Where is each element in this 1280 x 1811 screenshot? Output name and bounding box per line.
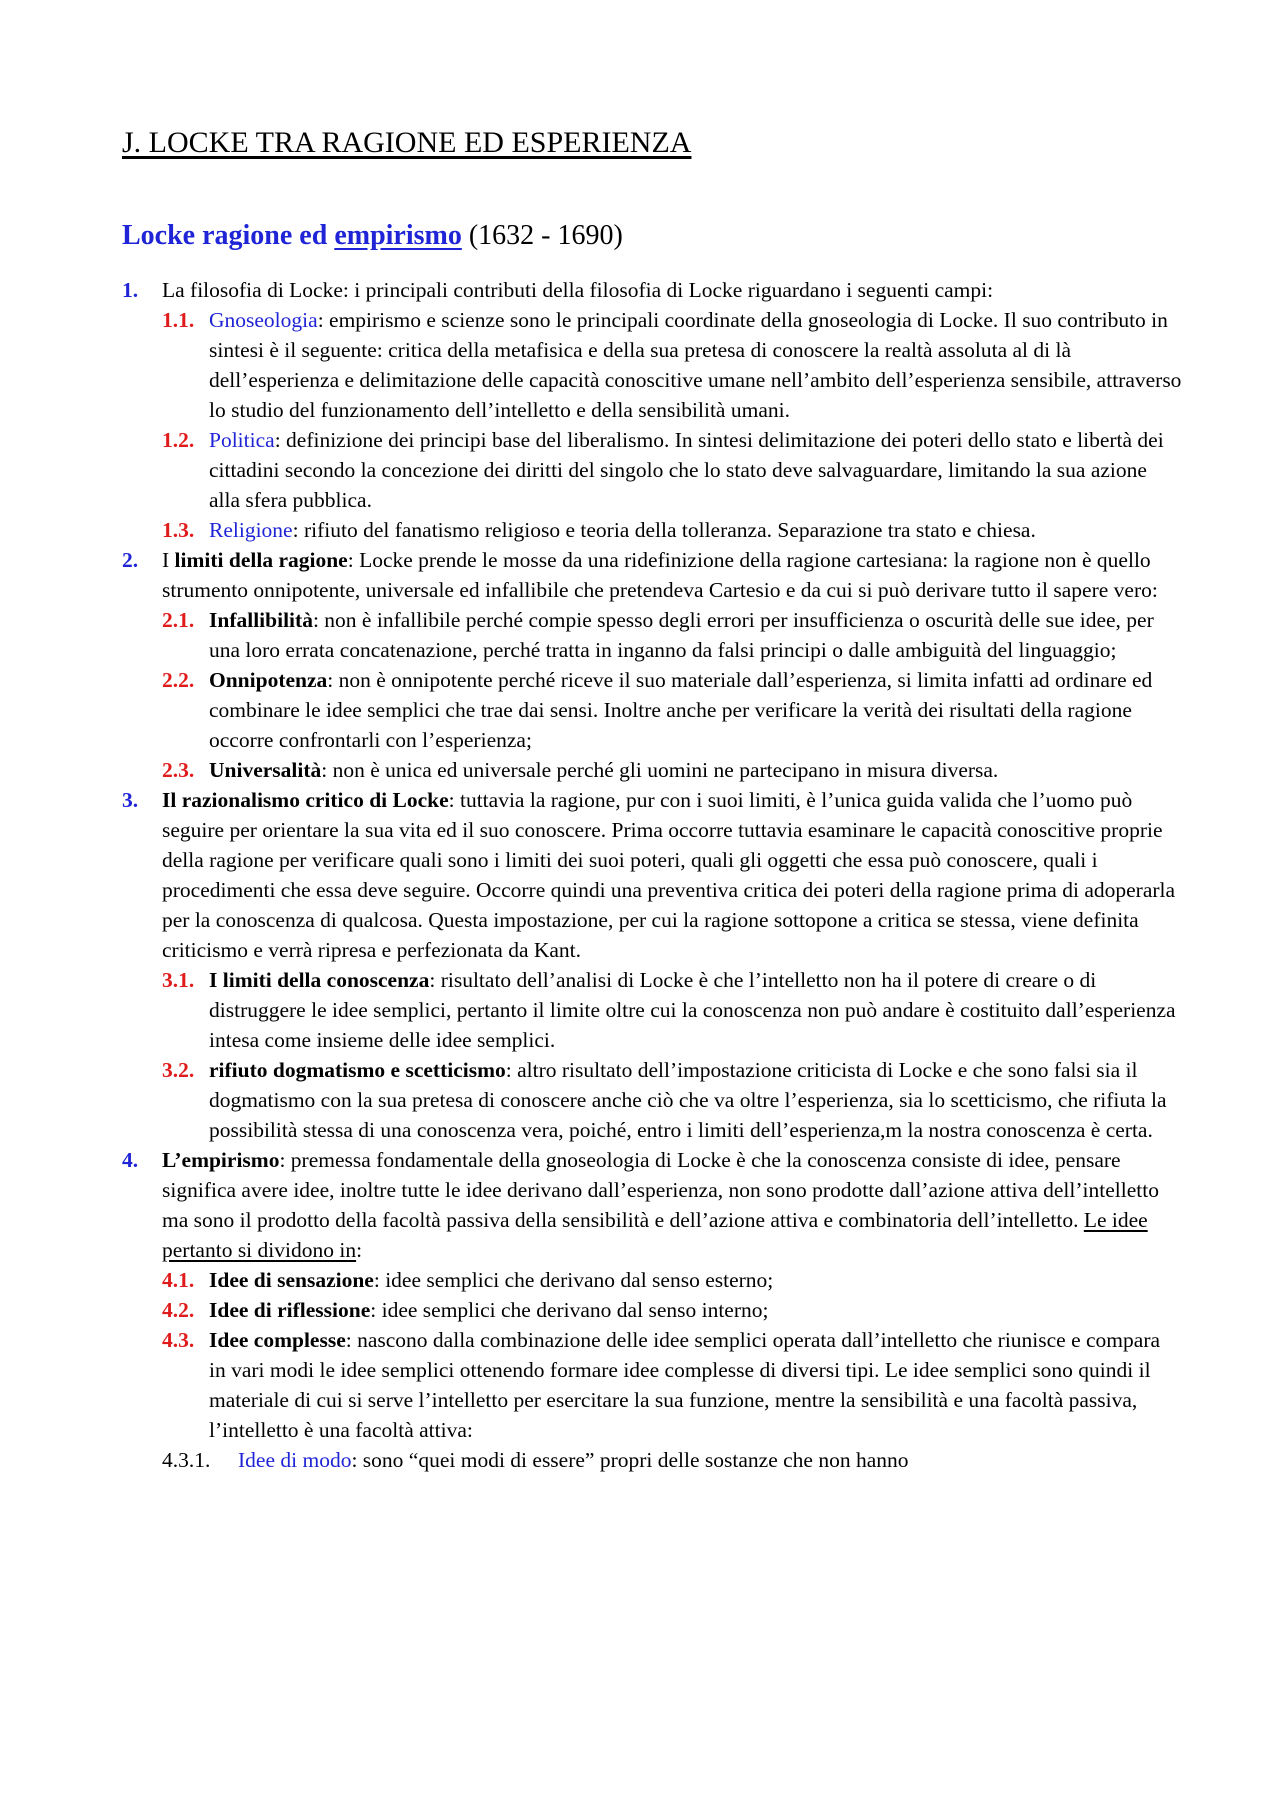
item-text: : tuttavia la ragione, pur con i suoi limiti, è l’unica guida valida che l’uomo può seguire per orientare la sua vita ed il suo conoscere. Prima occorre tuttavia esaminare le capacità conoscitive proprie della ragione per verificare quali sono i limiti dei suoi poteri, quali gli oggetti che essa può conoscere, quali i procedimenti che essa deve seguire. Occorre quindi una preventiva critica dei poteri della ragione prima di adoperarla per la conoscenza di qualcosa. Questa impostazione, per cui la ragione sottopone a critica se stessa, viene definita criticismo e verrà ripresa e perfezionata da Kant.: [162, 788, 1176, 962]
list-item-2: [122, 545, 1182, 605]
item-text: : nascono dalla combinazione delle idee semplici operata dall’intelletto che riunisce e compara in vari modi le idee semplici ottenendo formare idee complesse di diversi tipi. Le idee semplici sono quindi il materiale di cui si serve l’intelletto per esercitare la sua funzione, mentre la sensibilità e una facoltà passiva, l’intelletto è una facoltà attiva:: [209, 1328, 1161, 1442]
item-text: : Locke prende le mosse da una ridefinizione della ragione cartesiana: la ragione non è quello strumento onnipotente, universale ed infallibile che pretendeva Cartesio e da cui si può derivare tutto il sapere vero:: [162, 548, 1158, 602]
term: Politica: [209, 428, 275, 452]
list-number: 4.3.: [162, 1328, 195, 1352]
item-text: La filosofia di Locke: i principali contributi della filosofia di Locke riguardano i seguenti campi:: [162, 278, 994, 302]
sublist-4: [122, 1265, 1182, 1475]
item-text: : non è unica ed universale perché gli uomini ne partecipano in misura diversa.: [321, 758, 999, 782]
list-item-1-2: [162, 425, 1182, 515]
heading-dates: (1632 - 1690): [461, 220, 623, 251]
item-prefix: I: [162, 548, 175, 572]
item-text: : non è onnipotente perché riceve il suo materiale dall’esperienza, si limita infatti ad ordinare ed combinare le idee semplici che trae dai sensi. Inoltre anche per verificare la verità dei risultati della ragione occorre confrontarli con l’esperienza;: [209, 668, 1153, 752]
list-number: 4.: [122, 1148, 139, 1172]
list-item-4-3: [162, 1325, 1182, 1445]
list-number: 1.: [122, 278, 139, 302]
term: Il razionalismo critico di Locke: [162, 788, 449, 812]
term: L’empirismo: [162, 1148, 280, 1172]
term: Gnoseologia: [209, 308, 318, 332]
list-number: 2.2.: [162, 668, 195, 692]
empirismo-link[interactable]: empirismo: [334, 220, 462, 251]
list-number: 2.1.: [162, 608, 195, 632]
heading-text: Locke ragione ed: [122, 220, 335, 251]
list-item-4-1: [162, 1265, 1182, 1295]
list-item-1: [122, 275, 1182, 305]
list-number: 2.3.: [162, 758, 195, 782]
term: Idee di modo: [238, 1448, 352, 1472]
term: Idee complesse: [209, 1328, 346, 1352]
item-text: : non è infallibile perché compie spesso degli errori per insufficienza o oscurità delle sue idee, per una loro errata concatenazione, perché tratta in inganno da falsi principi o dalle ambiguità del linguaggio;: [209, 608, 1154, 662]
item-text: : sono “quei modi di essere” propri delle sostanze che non hanno: [351, 1448, 909, 1472]
list-item-1-3: [162, 515, 1182, 545]
item-end: :: [356, 1238, 363, 1262]
sublist-1: [122, 305, 1182, 545]
list-number: 3.1.: [162, 968, 195, 992]
list-number: 4.3.1.: [162, 1448, 211, 1472]
list-item-2-2: [162, 665, 1182, 755]
list-item-3: [122, 785, 1182, 965]
list-number: 3.2.: [162, 1058, 195, 1082]
term: rifiuto dogmatismo e scetticismo: [209, 1058, 506, 1082]
item-text: : risultato dell’analisi di Locke è che l’intelletto non ha il potere di creare o di distruggere le idee semplici, pertanto il limite oltre cui la conoscenza non può andare è costituito dall’esperienza intesa come insieme delle idee semplici.: [209, 968, 1176, 1052]
sublist-3: [122, 965, 1182, 1145]
term: Onnipotenza: [209, 668, 328, 692]
underlined-text: Le idee pertanto si dividono in: [162, 1208, 1148, 1262]
item-text: : rifiuto del fanatismo religioso e teoria della tolleranza. Separazione tra stato e chiesa.: [292, 518, 1036, 542]
list-item-1-1: [162, 305, 1182, 425]
list-number: 1.2.: [162, 428, 195, 452]
item-text: : idee semplici che derivano dal senso esterno;: [373, 1268, 774, 1292]
list-number: 1.1.: [162, 308, 195, 332]
item-text: : empirismo e scienze sono le principali coordinate della gnoseologia di Locke. Il suo contributo in sintesi è il seguente: critica della metafisica e della sua pretesa di conoscere la realtà assoluta al di là dell’esperienza e delimitazione delle capacità conoscitive umane nell’ambito dell’esperienza sensibile, attraverso lo studio del funzionamento dell’intelletto e della sensibilità umani.: [209, 308, 1182, 422]
list-number: 4.1.: [162, 1268, 195, 1292]
sublist-2: [122, 605, 1182, 785]
list-item-4-2: [162, 1295, 1182, 1325]
list-item-4-3-1: [162, 1445, 1182, 1475]
list-number: 4.2.: [162, 1298, 195, 1322]
term: Idee di sensazione: [209, 1268, 374, 1292]
list-number: 3.: [122, 788, 139, 812]
term: Universalità: [209, 758, 322, 782]
term: Religione: [209, 518, 293, 542]
list-number: 1.3.: [162, 518, 195, 542]
list-item-2-3: [162, 755, 1182, 785]
item-text: : idee semplici che derivano dal senso interno;: [370, 1298, 769, 1322]
section-heading: [122, 216, 623, 256]
list-item-3-1: [162, 965, 1182, 1055]
list-item-3-2: [162, 1055, 1182, 1145]
document-body: [122, 275, 1182, 1475]
term: Idee di riflessione: [209, 1298, 371, 1322]
document-title: J. LOCKE TRA RAGIONE ED ESPERIENZA: [122, 126, 692, 159]
list-item-2-1: [162, 605, 1182, 665]
term: Infallibilità: [209, 608, 313, 632]
list-number: 2.: [122, 548, 139, 572]
term: I limiti della conoscenza: [209, 968, 430, 992]
item-text: : definizione dei principi base del liberalismo. In sintesi delimitazione dei poteri dello stato e libertà dei cittadini secondo la concezione dei diritti del singolo che lo stato deve salvaguardare, limitando la sua azione alla sfera pubblica.: [209, 428, 1164, 512]
item-text: : premessa fondamentale della gnoseologia di Locke è che la conoscenza consiste di idee, pensare significa avere idee, inoltre tutte le idee derivano dall’esperienza, non sono prodotte dall’azione attiva dell’intelletto ma sono il prodotto della facoltà passiva della sensibilità e dell’azione attiva e combinatoria dell’intelletto.: [162, 1148, 1159, 1232]
term: limiti della ragione: [174, 548, 348, 572]
list-item-4: [122, 1145, 1182, 1265]
item-text: : altro risultato dell’impostazione criticista di Locke e che sono falsi sia il dogmatismo con la sua pretesa di conoscere anche ciò che va oltre l’esperienza, sia lo scetticismo, che rifiuta la possibilità stessa di una conoscenza vera, poiché, entro i limiti dell’esperienza,m la nostra conoscenza è certa.: [209, 1058, 1167, 1142]
